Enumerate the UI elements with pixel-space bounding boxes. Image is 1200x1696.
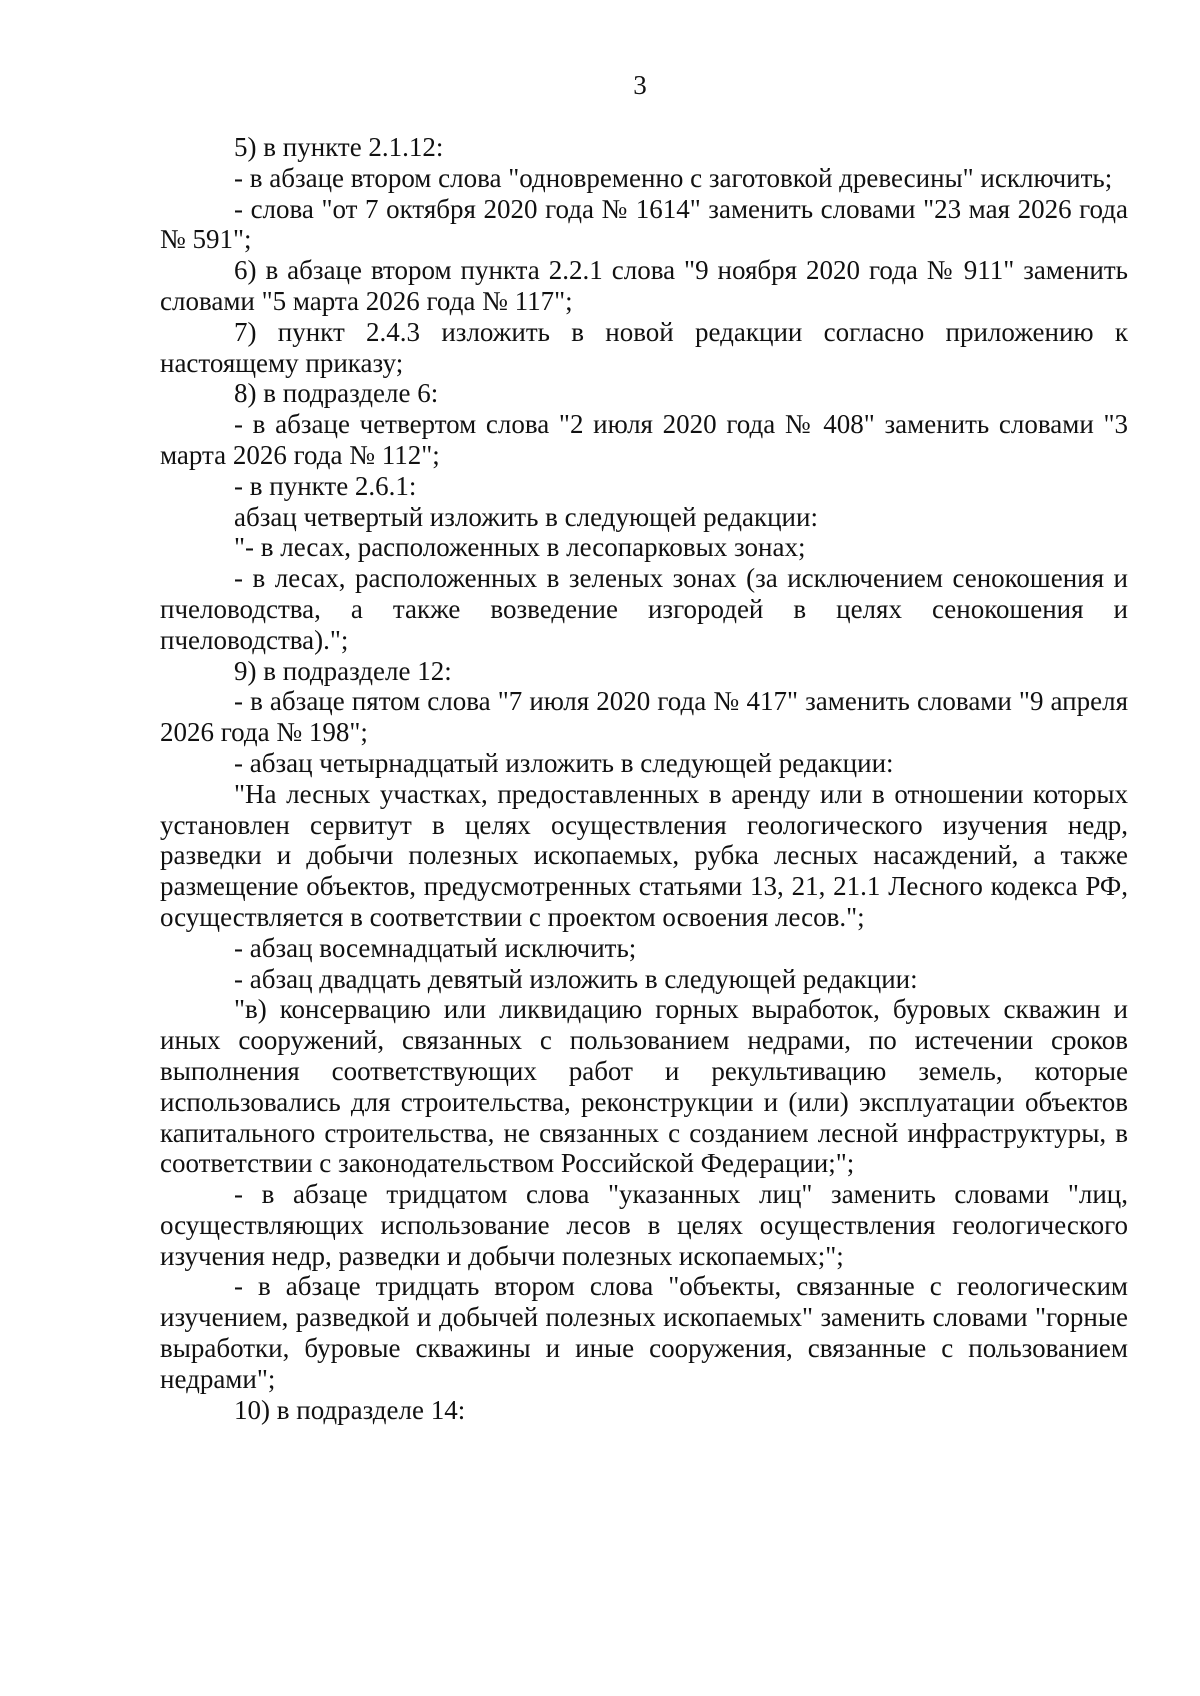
paragraph: - в абзаце тридцатом слова "указанных лиц" заменить словами "лиц, осуществляющих использование лесов в целях осуществления геологического изучения недр, разведки и добычи полезных ископаемых;"; — [160, 1179, 1128, 1271]
paragraph: абзац четвертый изложить в следующей редакции: — [234, 501, 818, 532]
paragraph: - в абзаце четвертом слова "2 июля 2020 года № 408" заменить словами "3 марта 2026 года № 112"; — [160, 409, 1128, 470]
paragraph: 7) пункт 2.4.3 изложить в новой редакции согласно приложению к настоящему приказу; — [160, 316, 1128, 378]
paragraph: 10) в подразделе 14: — [234, 1394, 466, 1425]
paragraph: - в абзаце тридцать втором слова "объекты, связанные с геологическим изучением, разведкой и добычей полезных ископаемых" заменить словами "горные выработки, буровые скважины и иные сооружения, связанные с пользованием недрами"; — [160, 1271, 1128, 1394]
paragraph: - в пункте 2.6.1: — [234, 470, 417, 501]
paragraph: "На лесных участках, предоставленных в аренду или в отношении которых установлен сервитут в целях осуществления геологического изучения недр, разведки и добычи полезных ископаемых, рубка лесных насаждений, а также размещение объектов, предусмотренных статьями 13, 21, 21.1 Лесного кодекса РФ, осуществляется в соответствии с проектом освоения лесов."; — [160, 778, 1128, 932]
paragraph: - в лесах, расположенных в зеленых зонах (за исключением сенокошения и пчеловодства, а также возведение изгородей в целях сенокошения и пчеловодства)."; — [160, 563, 1128, 655]
paragraph: - в абзаце втором слова "одновременно с заготовкой древесины" исключить; — [234, 162, 1113, 193]
paragraph: - абзац двадцать девятый изложить в следующей редакции: — [234, 963, 918, 994]
paragraph: "в) консервацию или ликвидацию горных выработок, буровых скважин и иных сооружений, связанных с пользованием недрами, по истечении сроков выполнения соответствующих работ и рекультивацию земель, которые использовались для строительства, реконструкции и (или) эксплуатации объектов капитального строительства, не связанных с созданием лесной инфраструктуры, в соответствии с законодательством Российской Федерации;"; — [160, 994, 1128, 1179]
paragraph: - абзац восемнадцатый исключить; — [234, 932, 637, 963]
paragraph: 6) в абзаце втором пункта 2.2.1 слова "9 ноября 2020 года № 911" заменить словами "5 марта 2026 года № 117"; — [160, 255, 1128, 316]
paragraph: 9) в подразделе 12: — [234, 655, 452, 686]
page-number: 3 — [633, 70, 647, 100]
paragraph: - в абзаце пятом слова "7 июля 2020 года № 417" заменить словами "9 апреля 2026 года № 198"; — [160, 686, 1128, 748]
paragraph: 5) в пункте 2.1.12: — [234, 132, 444, 162]
paragraph: 8) в подразделе 6: — [234, 378, 439, 409]
paragraph: "- в лесах, расположенных в лесопарковых зонах; — [234, 532, 806, 563]
paragraph: - абзац четырнадцатый изложить в следующей редакции: — [234, 747, 894, 778]
document-body — [160, 132, 1128, 1425]
paragraph: - слова "от 7 октября 2020 года № 1614" заменить словами "23 мая 2026 года № 591"; — [160, 193, 1128, 255]
